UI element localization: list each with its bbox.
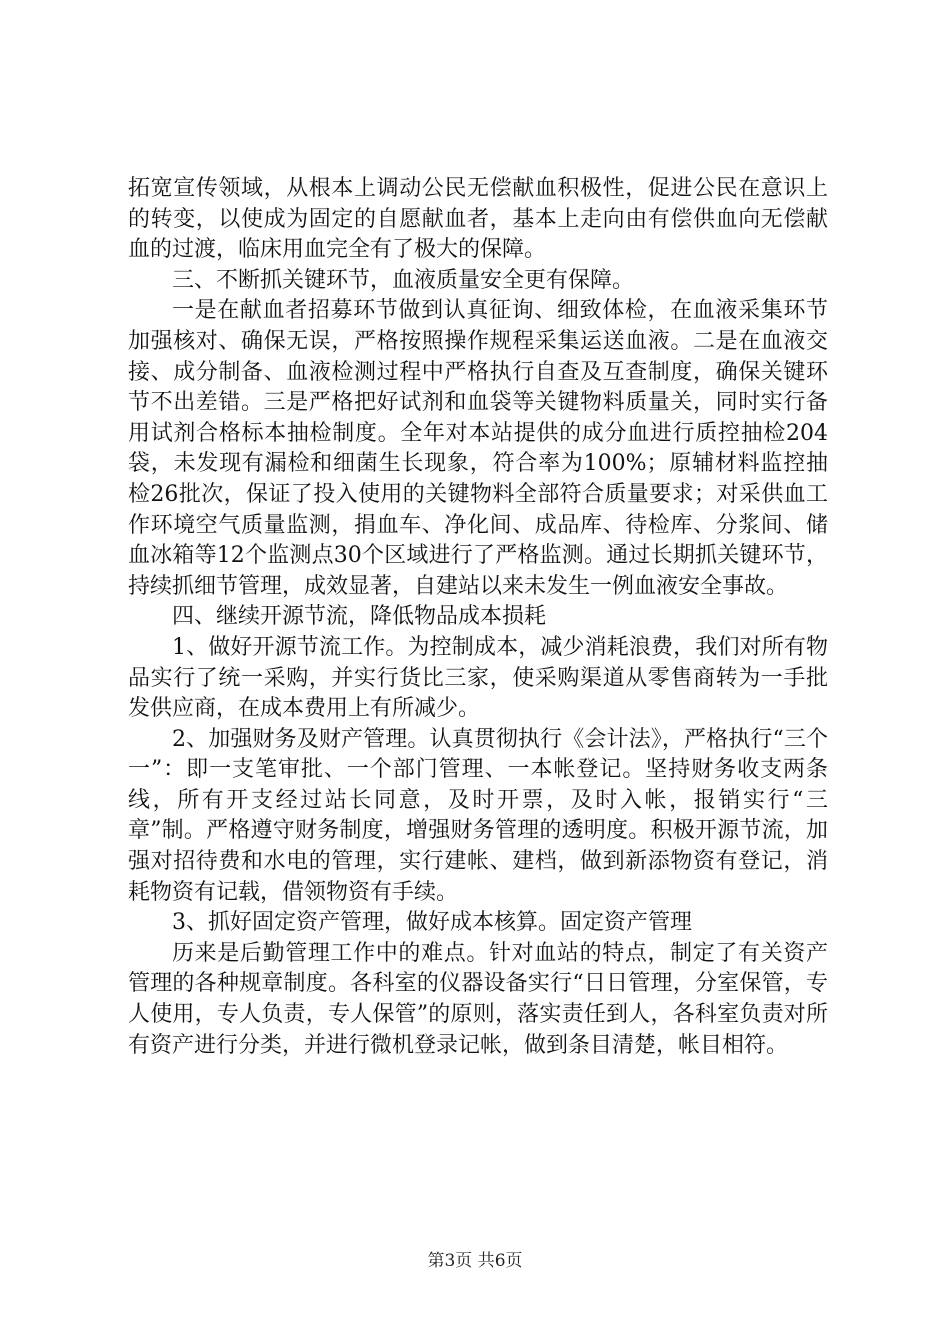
paragraph-fixed-assets-heading: 3、抓好固定资产管理，做好成本核算。固定资产管理 <box>172 910 692 936</box>
paragraph-finance-management: 2、加强财务及财产管理。认真贯彻执行《会计法》，严格执行“三个一”：即一支笔审批、一个部门管理、一本帐登记。坚持财务收支两条线，所有开支经过站长同意，及时开票，及时入帐，报销实行“三章”制。严格遵守财务制度，增强财务管理的透明度。积极开源节流，加强对招待费和水电的管理，实行建帐、建档，做到新添物资有登记，消耗物资有记载，借领物资有手续。 <box>128 726 828 905</box>
paragraph-cost-saving: 1、做好开源节流工作。为控制成本，减少消耗浪费，我们对所有物品实行了统一采购，并实行货比三家，使采购渠道从零售商转为一手批发供应商，在成本费用上有所减少。 <box>128 634 828 722</box>
section-heading-four: 四、继续开源节流，降低物品成本损耗 <box>172 604 547 630</box>
paragraph-quality-safety: 一是在献血者招募环节做到认真征询、细致体检，在血液采集环节加强核对、确保无误，严格按照操作规程采集运送血液。二是在血液交接、成分制备、血液检测过程中严格执行自查及互查制度，确保关键环节不出差错。三是严格把好试剂和血袋等关键物料质量关，同时实行备用试剂合格标本抽检制度。全年对本站提供的成分血进行质控抽检204袋，未发现有漏检和细菌生长现象，符合率为100%；原辅材料监控抽检26批次，保证了投入使用的关键物料全部符合质量要求；对采供血工作环境空气质量监测，捐血车、净化间、成品库、待检库、分浆间、储血冰箱等12个监测点30个区域进行了严格监测。通过长期抓关键环节，持续抓细节管理，成效显著，自建站以来未发生一例血液安全事故。 <box>128 298 828 599</box>
paragraph-fixed-assets: 历来是后勤管理工作中的难点。针对血站的特点，制定了有关资产管理的各种规章制度。各科室的仪器设备实行“日日管理，分室保管，专人使用，专人负责，专人保管”的原则，落实责任到人，各科室负责对所有资产进行分类，并进行微机登录记帐，做到条目清楚，帐目相符。 <box>128 940 828 1058</box>
page-number-footer: 第3页 共6页 <box>427 1251 523 1271</box>
document-body <box>128 174 828 1061</box>
paragraph-continuation: 拓宽宣传领域，从根本上调动公民无偿献血积极性，促进公民在意识上的转变，以使成为固定的自愿献血者，基本上走向由有偿供血向无偿献血的过渡，临床用血完全有了极大的保障。 <box>128 176 828 263</box>
section-heading-three: 三、不断抓关键环节，血液质量安全更有保障。 <box>172 267 635 293</box>
